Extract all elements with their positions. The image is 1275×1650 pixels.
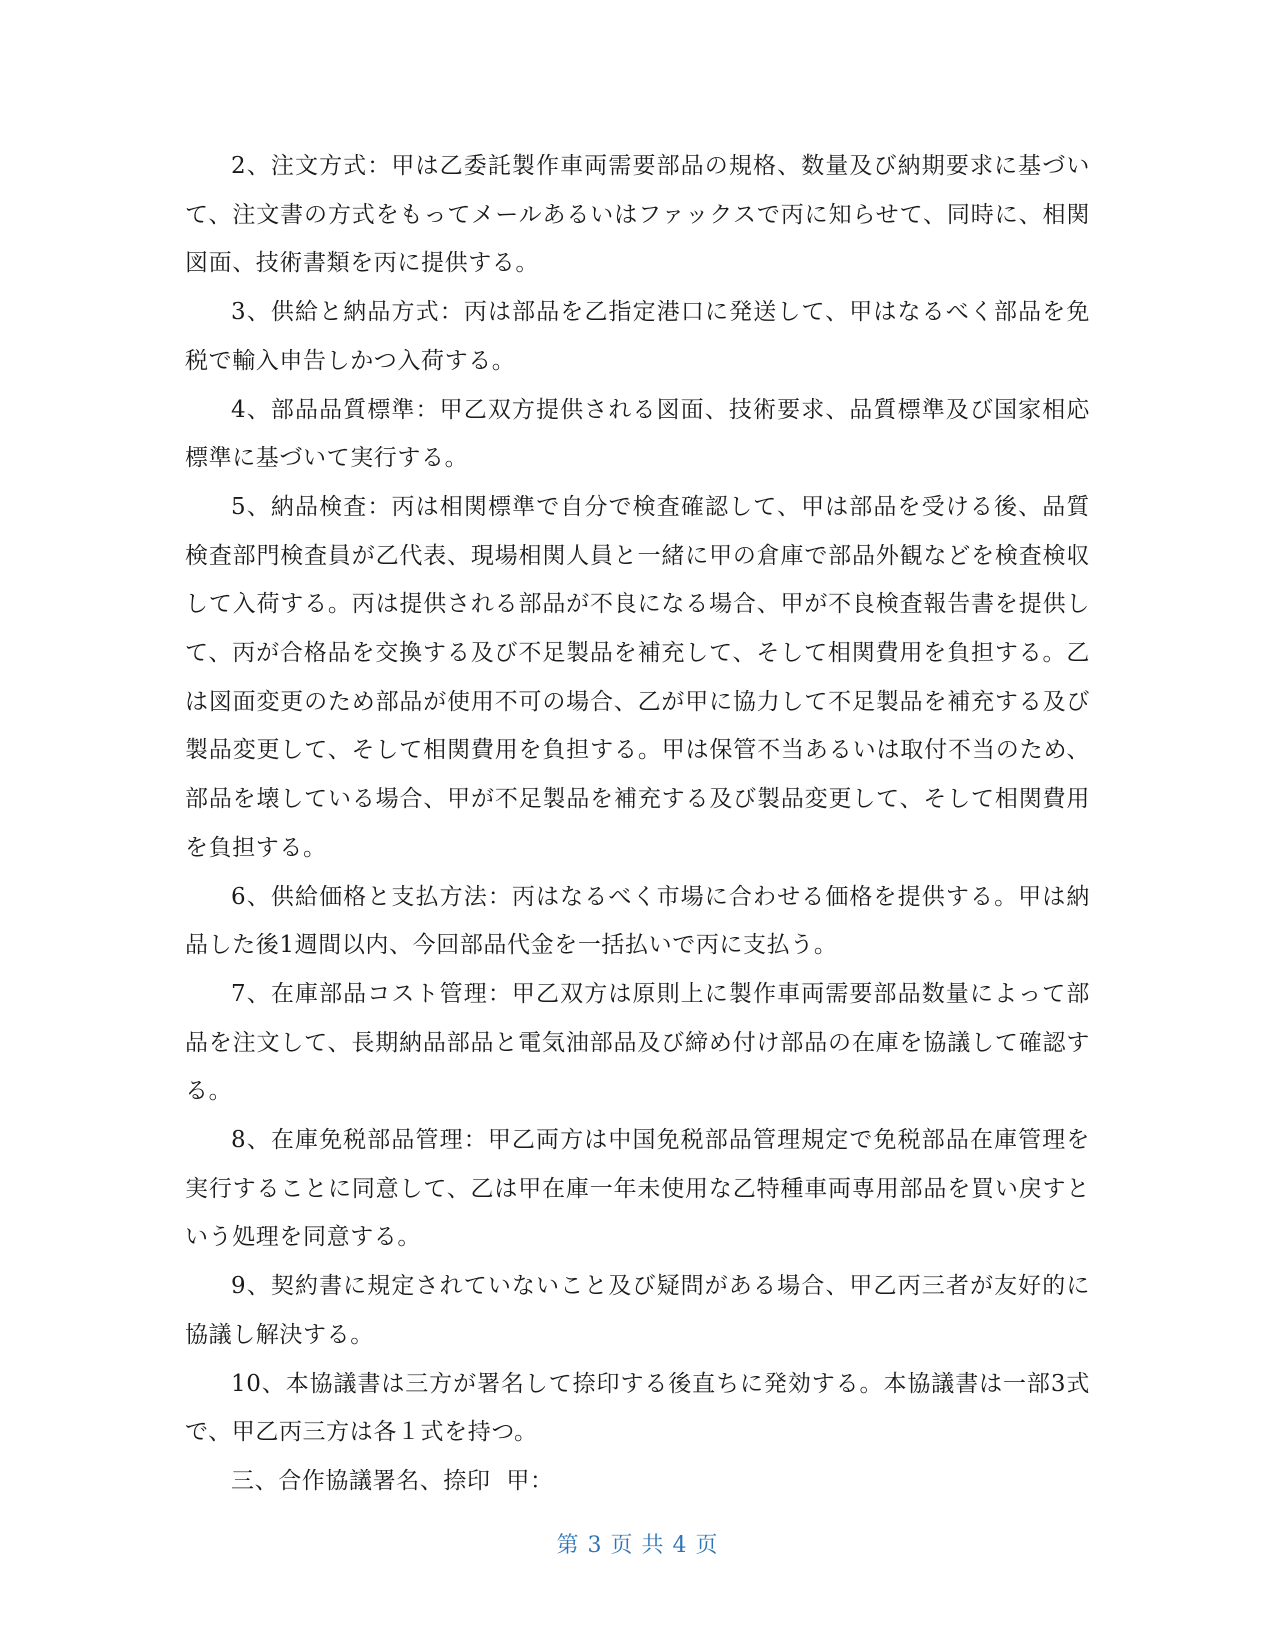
- clause-2-order-method: 2、注文方式：甲は乙委託製作車両需要部品の規格、数量及び納期要求に基づいて、注文書の方式をもってメールあるいはファックスで丙に知らせて、同時に、相関図面、技術書類を丙に提供する。: [185, 153, 1090, 277]
- document-body: [185, 142, 1090, 1506]
- clause-6-price-payment: 6、供給価格と支払方法：丙はなるべく市場に合わせる価格を提供する。甲は納品した後1週間以内、今回部品代金を一括払いで丙に支払う。: [185, 883, 1090, 959]
- signature-heading: 三、合作協議署名、捺印 甲：: [231, 1467, 554, 1494]
- clause-7-inventory-cost: 7、在庫部品コスト管理：甲乙双方は原則上に製作車両需要部品数量によって部品を注文して、長期納品部品と電気油部品及び締め付け部品の在庫を協議して確認する。: [185, 980, 1090, 1105]
- page-number-footer: 第 3 页 共 4 页: [556, 1533, 719, 1558]
- clause-5-delivery-inspection: 5、納品検査：丙は相関標準で自分で検査確認して、甲は部品を受ける後、品質検査部門検査員が乙代表、現場相関人員と一緒に甲の倉庫で部品外観などを検査検収して入荷する。丙は提供される部品が不良になる場合、甲が不良検査報告書を提供して、丙が合格品を交換する及び不足製品を補充して、そして相関費用を負担する。乙は図面変更のため部品が使用不可の場合、乙が甲に協力して不足製品を補充する及び製品変更して、そして相関費用を負担する。甲は保管不当あるいは取付不当のため、部品を壊している場合、甲が不足製品を補充する及び製品変更して、そして相関費用を負担する。: [185, 493, 1090, 861]
- clause-10-effectiveness: 10、本協議書は三方が署名して捺印する後直ちに発効する。本協議書は一部3式で、甲乙丙三方は各１式を持つ。: [185, 1370, 1090, 1446]
- clause-3-supply-delivery: 3、供給と納品方式：丙は部品を乙指定港口に発送して、甲はなるべく部品を免税で輸入申告しかつ入荷する。: [185, 299, 1090, 374]
- clause-8-duty-free-inventory: 8、在庫免税部品管理：甲乙両方は中国免税部品管理規定で免税部品在庫管理を実行することに同意して、乙は甲在庫一年未使用な乙特種車両専用部品を買い戻すという処理を同意する。: [185, 1127, 1090, 1251]
- clause-4-quality-standard: 4、部品品質標準：甲乙双方提供される図面、技術要求、品質標準及び国家相応標準に基づいて実行する。: [185, 396, 1090, 472]
- clause-9-disputes: 9、契約書に規定されていないこと及び疑問がある場合、甲乙丙三者が友好的に協議し解決する。: [185, 1273, 1090, 1348]
